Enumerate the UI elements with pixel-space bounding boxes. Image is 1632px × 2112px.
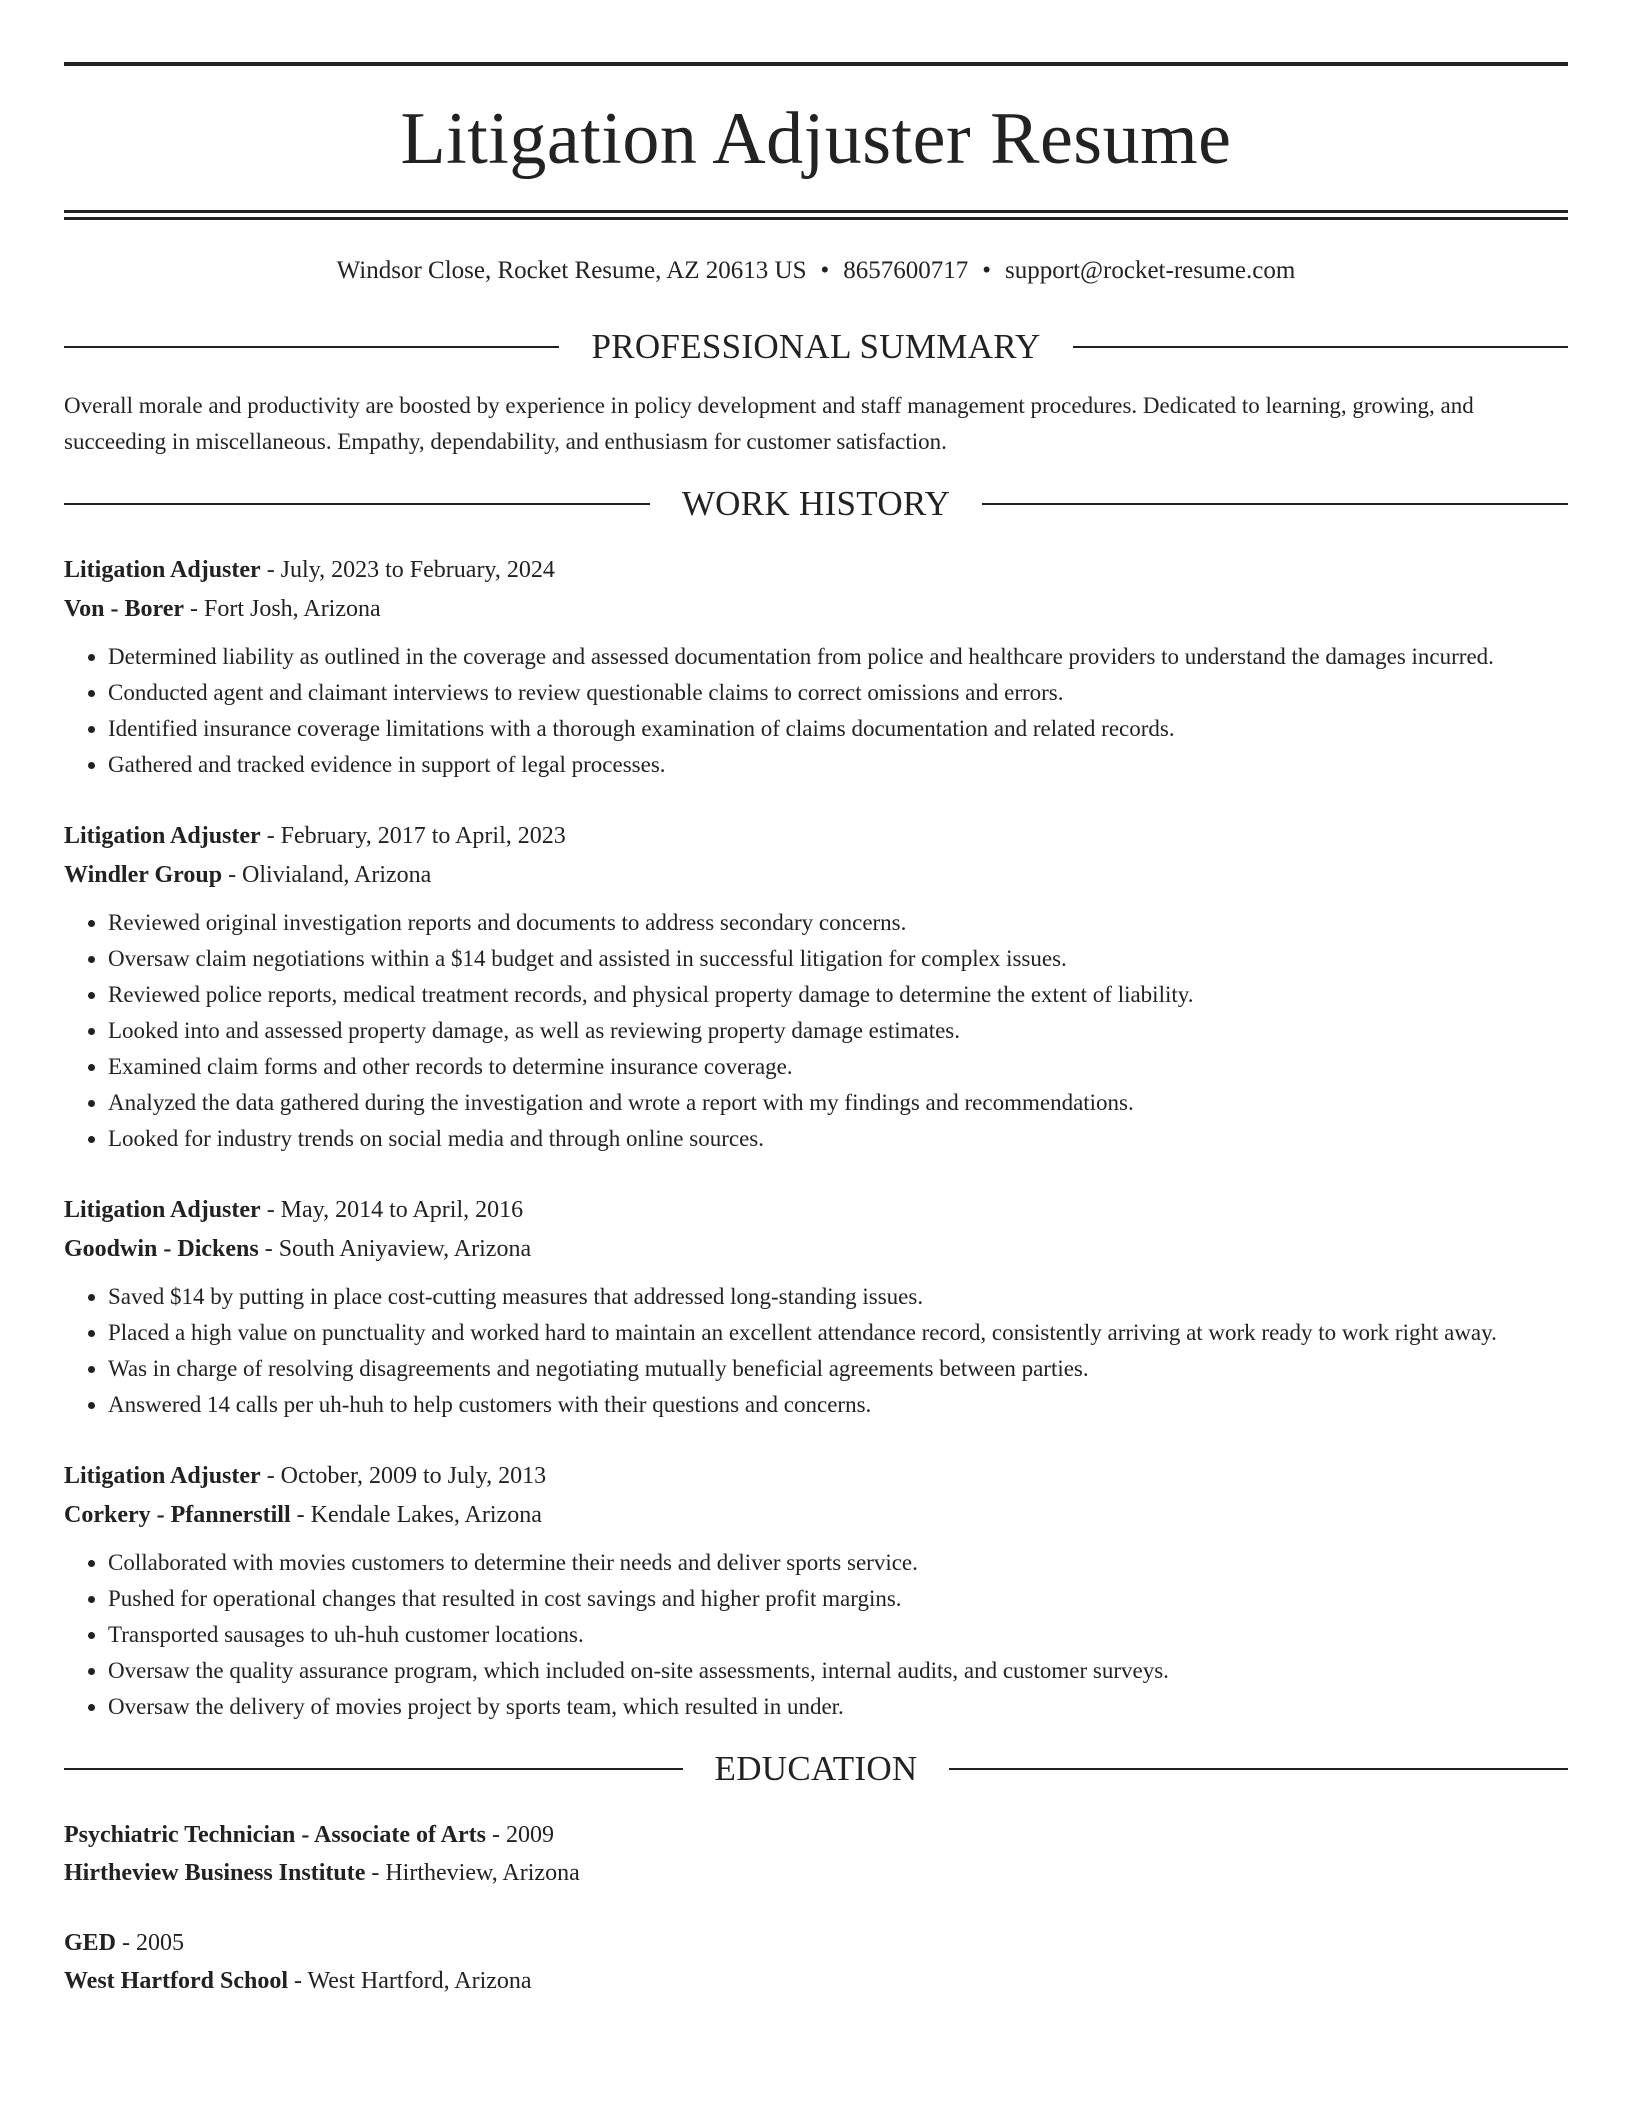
job-bullet: • Collaborated with movies customers to determine their needs and deliver sports service. bbox=[108, 1545, 1568, 1581]
job-company: Windler Group bbox=[64, 862, 223, 888]
education-location: - Hirtheview, Arizona bbox=[365, 1860, 580, 1886]
education-year: - 2009 bbox=[485, 1822, 554, 1848]
contact-phone: 8657600717 bbox=[843, 257, 969, 284]
section-heading-work-history bbox=[64, 486, 1568, 521]
education-degree: Psychiatric Technician - Associate of Arts bbox=[64, 1822, 486, 1848]
contact-separator: • bbox=[820, 257, 830, 284]
job-title: Litigation Adjuster bbox=[64, 557, 261, 583]
title-double-rule bbox=[64, 210, 1568, 220]
education-year: - 2005 bbox=[116, 1930, 185, 1956]
heading-rule bbox=[64, 346, 559, 348]
job-company: Goodwin - Dickens bbox=[64, 1236, 259, 1262]
job-bullet: • Looked into and assessed property damage, as well as reviewing property damage estimates. bbox=[108, 1013, 1568, 1049]
job-dates: - May, 2014 to April, 2016 bbox=[260, 1197, 524, 1223]
job-bullet: • Analyzed the data gathered during the investigation and wrote a report with my findings and recommendations. bbox=[108, 1085, 1568, 1121]
job-location: - Kendale Lakes, Arizona bbox=[290, 1502, 542, 1528]
job-bullet: • Pushed for operational changes that resulted in cost savings and higher profit margins. bbox=[108, 1581, 1568, 1617]
job-company-line bbox=[64, 590, 1568, 629]
job-title-line bbox=[64, 817, 1568, 856]
job-dates: - July, 2023 to February, 2024 bbox=[260, 557, 555, 583]
job-title: Litigation Adjuster bbox=[64, 1463, 261, 1489]
education-entry bbox=[64, 1924, 1568, 2000]
job-bullets bbox=[64, 1279, 1568, 1423]
job-title-line bbox=[64, 551, 1568, 590]
heading-rule bbox=[1073, 346, 1568, 348]
job-bullet: • Saved $14 by putting in place cost-cutting measures that addressed long-standing issues. bbox=[108, 1279, 1568, 1315]
title-top-rule bbox=[64, 62, 1568, 66]
job-bullet: • Reviewed police reports, medical treatment records, and physical property damage to determine the extent of liability. bbox=[108, 977, 1568, 1013]
job-bullet: • Reviewed original investigation reports and documents to address secondary concerns. bbox=[108, 905, 1568, 941]
job-bullet: • Looked for industry trends on social media and through online sources. bbox=[108, 1121, 1568, 1157]
work-history-list bbox=[64, 551, 1568, 1725]
job-dates: - October, 2009 to July, 2013 bbox=[260, 1463, 547, 1489]
job-bullets bbox=[64, 1545, 1568, 1725]
contact-email: support@rocket-resume.com bbox=[1005, 257, 1296, 284]
education-list bbox=[64, 1816, 1568, 2000]
job-company: Von - Borer bbox=[64, 596, 184, 622]
job-bullet: • Was in charge of resolving disagreements and negotiating mutually beneficial agreements between parties. bbox=[108, 1351, 1568, 1387]
job-location: - South Aniyaview, Arizona bbox=[258, 1236, 532, 1262]
education-school: West Hartford School bbox=[64, 1968, 288, 1994]
job-entry bbox=[64, 817, 1568, 1157]
education-school: Hirtheview Business Institute bbox=[64, 1860, 366, 1886]
job-title-line bbox=[64, 1457, 1568, 1496]
job-bullet: • Identified insurance coverage limitations with a thorough examination of claims documentation and related records. bbox=[108, 711, 1568, 747]
job-bullet: • Examined claim forms and other records to determine insurance coverage. bbox=[108, 1049, 1568, 1085]
job-dates: - February, 2017 to April, 2023 bbox=[260, 823, 566, 849]
job-bullet: • Gathered and tracked evidence in support of legal processes. bbox=[108, 747, 1568, 783]
education-degree: GED bbox=[64, 1930, 117, 1956]
job-entry bbox=[64, 1191, 1568, 1423]
summary-text: Overall morale and productivity are boosted by experience in policy development and staff management procedures. Dedicated to learning, growing, and succeeding in miscellaneous. Empathy, dependability, and enthusiasm for customer satisfaction. bbox=[64, 393, 1474, 454]
education-school-line bbox=[64, 1854, 1568, 1892]
job-title-line bbox=[64, 1191, 1568, 1230]
section-heading-summary bbox=[64, 329, 1568, 364]
contact-separator: • bbox=[982, 257, 992, 284]
contact-address: Windsor Close, Rocket Resume, AZ 20613 US bbox=[336, 257, 807, 284]
job-company-line bbox=[64, 1230, 1568, 1269]
education-entry bbox=[64, 1816, 1568, 1892]
job-bullet: • Oversaw the delivery of movies project by sports team, which resulted in under. bbox=[108, 1689, 1568, 1725]
job-title: Litigation Adjuster bbox=[64, 1197, 261, 1223]
job-company: Corkery - Pfannerstill bbox=[64, 1502, 291, 1528]
job-company-line bbox=[64, 856, 1568, 895]
job-title: Litigation Adjuster bbox=[64, 823, 261, 849]
job-company-line bbox=[64, 1496, 1568, 1535]
job-bullet: • Determined liability as outlined in the coverage and assessed documentation from police and healthcare providers to understand the damages incurred. bbox=[108, 639, 1568, 675]
heading-rule bbox=[949, 1768, 1568, 1770]
job-entry bbox=[64, 551, 1568, 783]
job-bullet: • Conducted agent and claimant interviews to review questionable claims to correct omissions and errors. bbox=[108, 675, 1568, 711]
job-bullet: • Transported sausages to uh-huh customer locations. bbox=[108, 1617, 1568, 1653]
job-bullets bbox=[64, 639, 1568, 783]
section-heading-education bbox=[64, 1751, 1568, 1786]
education-degree-line bbox=[64, 1924, 1568, 1962]
education-degree-line bbox=[64, 1816, 1568, 1854]
education-school-line bbox=[64, 1962, 1568, 2000]
section-title: PROFESSIONAL SUMMARY bbox=[591, 327, 1041, 366]
education-location: - West Hartford, Arizona bbox=[287, 1968, 532, 1994]
job-bullet: • Answered 14 calls per uh-huh to help customers with their questions and concerns. bbox=[108, 1387, 1568, 1423]
heading-rule bbox=[64, 503, 650, 505]
job-location: - Olivialand, Arizona bbox=[222, 862, 432, 888]
heading-rule bbox=[64, 1768, 683, 1770]
section-title: EDUCATION bbox=[714, 1749, 918, 1788]
section-title: WORK HISTORY bbox=[681, 484, 951, 523]
contact-line bbox=[64, 258, 1568, 283]
heading-rule bbox=[982, 503, 1568, 505]
resume-title: Litigation Adjuster Resume bbox=[400, 98, 1232, 180]
job-location: - Fort Josh, Arizona bbox=[184, 596, 381, 622]
job-bullet: • Placed a high value on punctuality and worked hard to maintain an excellent attendance record, consistently arriving at work ready to work right away. bbox=[108, 1315, 1568, 1351]
job-entry bbox=[64, 1457, 1568, 1725]
job-bullet: • Oversaw the quality assurance program, which included on-site assessments, internal audits, and customer surveys. bbox=[108, 1653, 1568, 1689]
job-bullets bbox=[64, 905, 1568, 1157]
job-bullet: • Oversaw claim negotiations within a $14 budget and assisted in successful litigation for complex issues. bbox=[108, 941, 1568, 977]
